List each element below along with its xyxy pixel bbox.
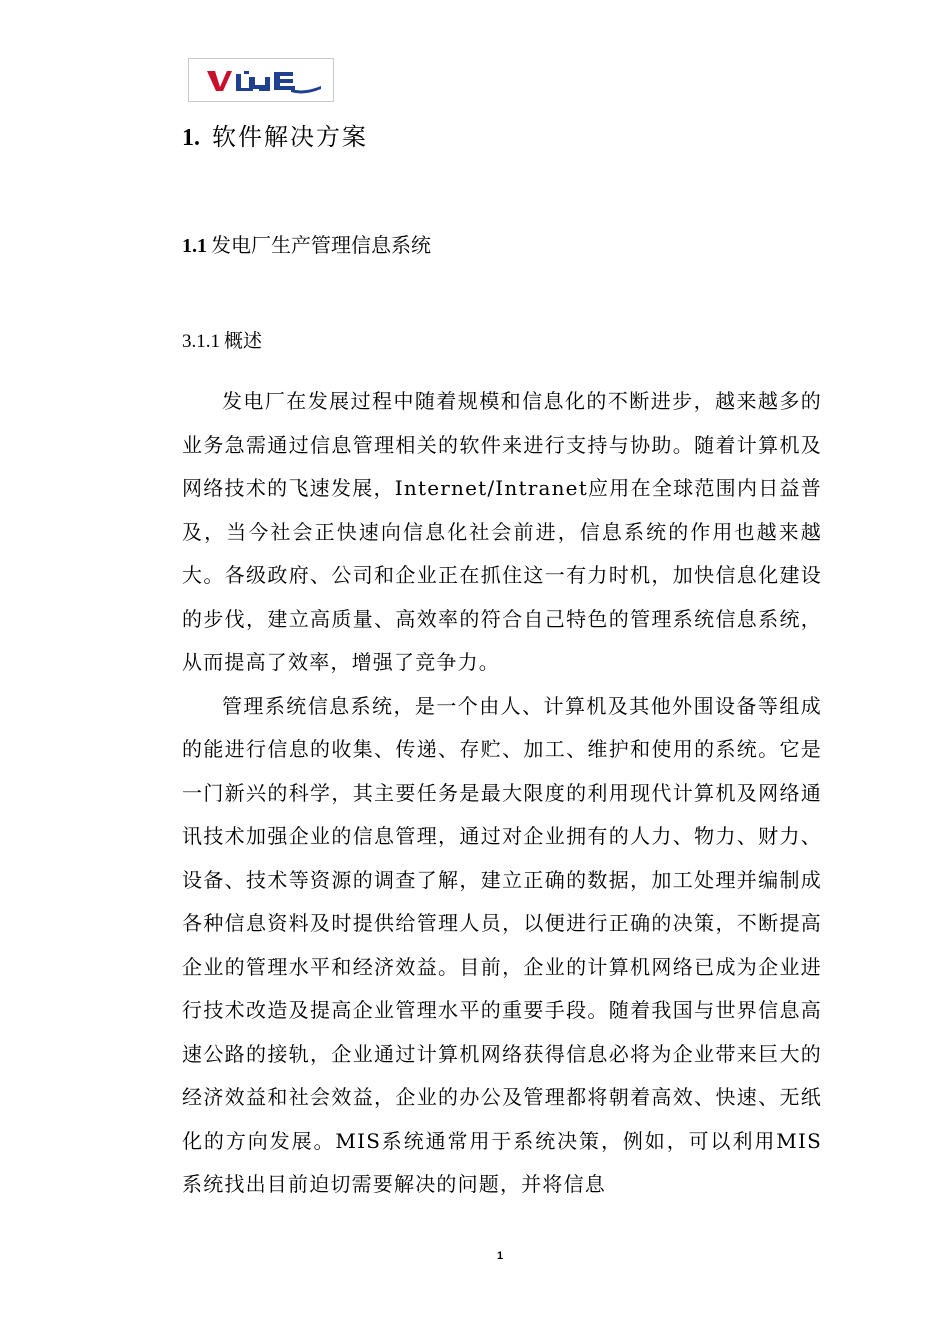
paragraph: 发电厂在发展过程中随着规模和信息化的不断进步，越来越多的业务急需通过信息管理相关的软件来进行支持与协助。随着计算机及网络技术的飞速发展，Internet/Intranet应用在全球范围内日益普及，当今社会正快速向信息化社会前进，信息系统的作用也越来越大。各级政府、公司和企业正在抓住这一有力时机，加快信息化建设的步伐，建立高质量、高效率的符合自己特色的管理系统信息系统，从而提高了效率，增强了竞争力。 (182, 389, 822, 674)
body-text (182, 380, 822, 1207)
section-heading-1 (182, 120, 368, 155)
page-number: 1 (496, 1250, 504, 1262)
section-heading-1-number: 1. (182, 125, 200, 151)
section-heading-1-text: 软件解决方案 (212, 123, 368, 151)
vlink-logo-icon (189, 59, 333, 101)
section-heading-2-number: 1.1 (182, 235, 207, 257)
section-heading-3-number: 3.1.1 (182, 331, 220, 352)
section-heading-2-text: 发电厂生产管理信息系统 (211, 233, 431, 257)
section-heading-3-text: 概述 (224, 330, 263, 352)
section-heading-3 (182, 327, 262, 356)
company-logo (188, 58, 334, 102)
section-heading-2 (182, 230, 431, 261)
paragraph: 管理系统信息系统，是一个由人、计算机及其他外围设备等组成的能进行信息的收集、传递、存贮、加工、维护和使用的系统。它是一门新兴的科学，其主要任务是最大限度的利用现代计算机及网络通讯技术加强企业的信息管理，通过对企业拥有的人力、物力、财力、设备、技术等资源的调查了解，建立正确的数据，加工处理并编制成各种信息资料及时提供给管理人员，以便进行正确的决策，不断提高企业的管理水平和经济效益。目前，企业的计算机网络已成为企业进行技术改造及提高企业管理水平的重要手段。随着我国与世界信息高速公路的接轨，企业通过计算机网络获得信息必将为企业带来巨大的经济效益和社会效益，企业的办公及管理都将朝着高效、快速、无纸化的方向发展。MIS系统通常用于系统决策，例如，可以利用MIS系统找出目前迫切需要解决的问题，并将信息 (182, 693, 822, 1196)
